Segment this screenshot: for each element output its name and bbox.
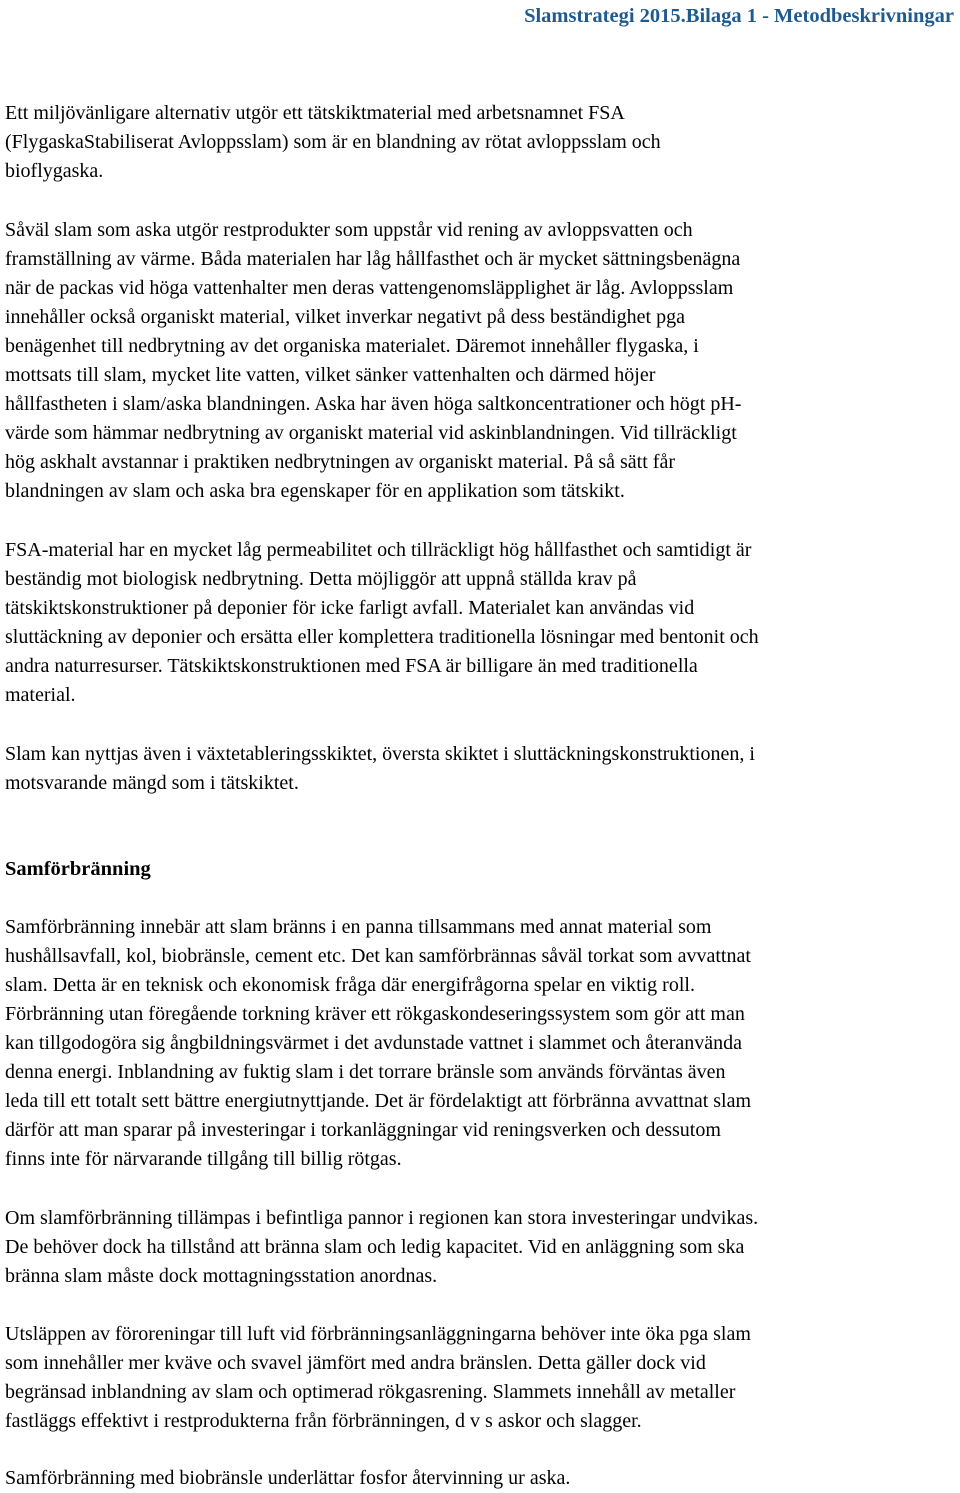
paragraph-befintliga-pannor (5, 1204, 953, 1291)
text-line: som innehåller mer kväve och svavel jämfört med andra bränslen. Detta gäller dock vid (5, 1352, 706, 1374)
text-line: värde som hämmar nedbrytning av organiskt material vid askinblandningen. Vid tillräckligt (5, 422, 737, 444)
text-line: Om slamförbränning tillämpas i befintliga pannor i regionen kan stora investeringar undvikas. (5, 1207, 759, 1229)
text-line: hög askhalt avstannar i praktiken nedbrytningen av organiskt material. På så sätt får (5, 451, 675, 473)
text-line: hållfastheten i slam/aska blandningen. Aska har även höga saltkoncentrationer och högt pH- (5, 393, 742, 415)
text-line: denna energi. Inblandning av fuktig slam i det torrare bränsle som används förväntas även (5, 1061, 726, 1083)
text-line: bränna slam måste dock mottagningsstation anordnas. (5, 1265, 438, 1287)
paragraph-fosfor (5, 1464, 953, 1493)
text-line: De behöver dock ha tillstånd att bränna slam och ledig kapacitet. Vid en anläggning som ska (5, 1236, 745, 1258)
text-line: Utsläppen av föroreningar till luft vid förbränningsanläggningarna behöver inte öka pga slam (5, 1323, 751, 1345)
text-line: därför att man sparar på investeringar i torkanläggningar vid reningsverken och dessutom (5, 1119, 721, 1141)
text-line: beständig mot biologisk nedbrytning. Detta möjliggör att uppnå ställda krav på (5, 568, 637, 590)
text-line: finns inte för närvarande tillgång till billig rötgas. (5, 1148, 402, 1170)
text-line: material. (5, 684, 76, 706)
text-line: Samförbränning innebär att slam bränns i en panna tillsammans med annat material som (5, 916, 712, 938)
text-line: slam. Detta är en teknisk och ekonomisk fråga där energifrågorna spelar en viktig roll. (5, 974, 695, 996)
text-line: mottsats till slam, mycket lite vatten, vilket sänker vattenhalten och därmed höjer (5, 364, 656, 386)
text-line: innehåller också organiskt material, vilket inverkar negativt på dess beständighet pga (5, 306, 685, 328)
text-line: när de packas vid höga vattenhalter men deras vattengenomsläpplighet är låg. Avloppsslam (5, 277, 734, 299)
text-line: fastläggs effektivt i restprodukterna från förbränningen, d v s askor och slagger. (5, 1410, 642, 1432)
text-line: (FlygaskaStabiliserat Avloppsslam) som är en blandning av rötat avloppsslam och (5, 131, 661, 153)
text-line: Ett miljövänligare alternativ utgör ett tätskiktmaterial med arbetsnamnet FSA (5, 102, 625, 124)
text-line: blandningen av slam och aska bra egenskaper för en applikation som tätskikt. (5, 480, 625, 502)
text-line: motsvarande mängd som i tätskiktet. (5, 772, 299, 794)
text-line: kan tillgodogöra sig ångbildningsvärmet i det avdunstade vattnet i slammet och återanvända (5, 1032, 743, 1054)
paragraph-utslapp (5, 1320, 953, 1436)
paragraph-vaxtetablering (5, 740, 953, 798)
text-line: andra naturresurser. Tätskiktskonstruktionen med FSA är billigare än med traditionella (5, 655, 698, 677)
paragraph-slam-aska (5, 216, 953, 506)
text-line: tätskiktskonstruktioner på deponier för icke farligt avfall. Materialet kan användas vid (5, 597, 695, 619)
document-header: Slamstrategi 2015.Bilaga 1 - Metodbeskrivningar (524, 5, 954, 27)
text-line: Samförbränning med biobränsle underlättar fosfor återvinning ur aska. (5, 1467, 571, 1489)
paragraph-fsa-material (5, 536, 953, 710)
text-line: FSA-material har en mycket låg permeabilitet och tillräckligt hög hållfasthet och samtidigt är (5, 539, 752, 561)
paragraph-fsa-intro (5, 99, 953, 186)
text-line: Förbränning utan föregående torkning kräver ett rökgaskondeseringssystem som gör att man (5, 1003, 745, 1025)
text-line: benägenhet till nedbrytning av det organiska materialet. Däremot innehåller flygaska, i (5, 335, 699, 357)
text-line: bioflygaska. (5, 160, 104, 182)
text-line: begränsad inblandning av slam och optimerad rökgasrening. Slammets innehåll av metaller (5, 1381, 736, 1403)
text-line: leda till ett totalt sett bättre energiutnyttjande. Det är fördelaktigt att förbränna avvattnat slam (5, 1090, 752, 1112)
paragraph-samforbranning-intro (5, 913, 953, 1174)
section-heading: Samförbränning (5, 858, 151, 880)
text-line: sluttäckning av deponier och ersätta eller komplettera traditionella lösningar med bentonit och (5, 626, 759, 648)
text-line: framställning av värme. Båda materialen har låg hållfasthet och är mycket sättningsbenägna (5, 248, 741, 270)
text-line: hushållsavfall, kol, biobränsle, cement etc. Det kan samförbrännas såväl torkat som avvattnat (5, 945, 751, 967)
text-line: Såväl slam som aska utgör restprodukter som uppstår vid rening av avloppsvatten och (5, 219, 693, 241)
text-line: Slam kan nyttjas även i växtetableringsskiktet, översta skiktet i sluttäckningskonstruktionen, i (5, 743, 755, 765)
